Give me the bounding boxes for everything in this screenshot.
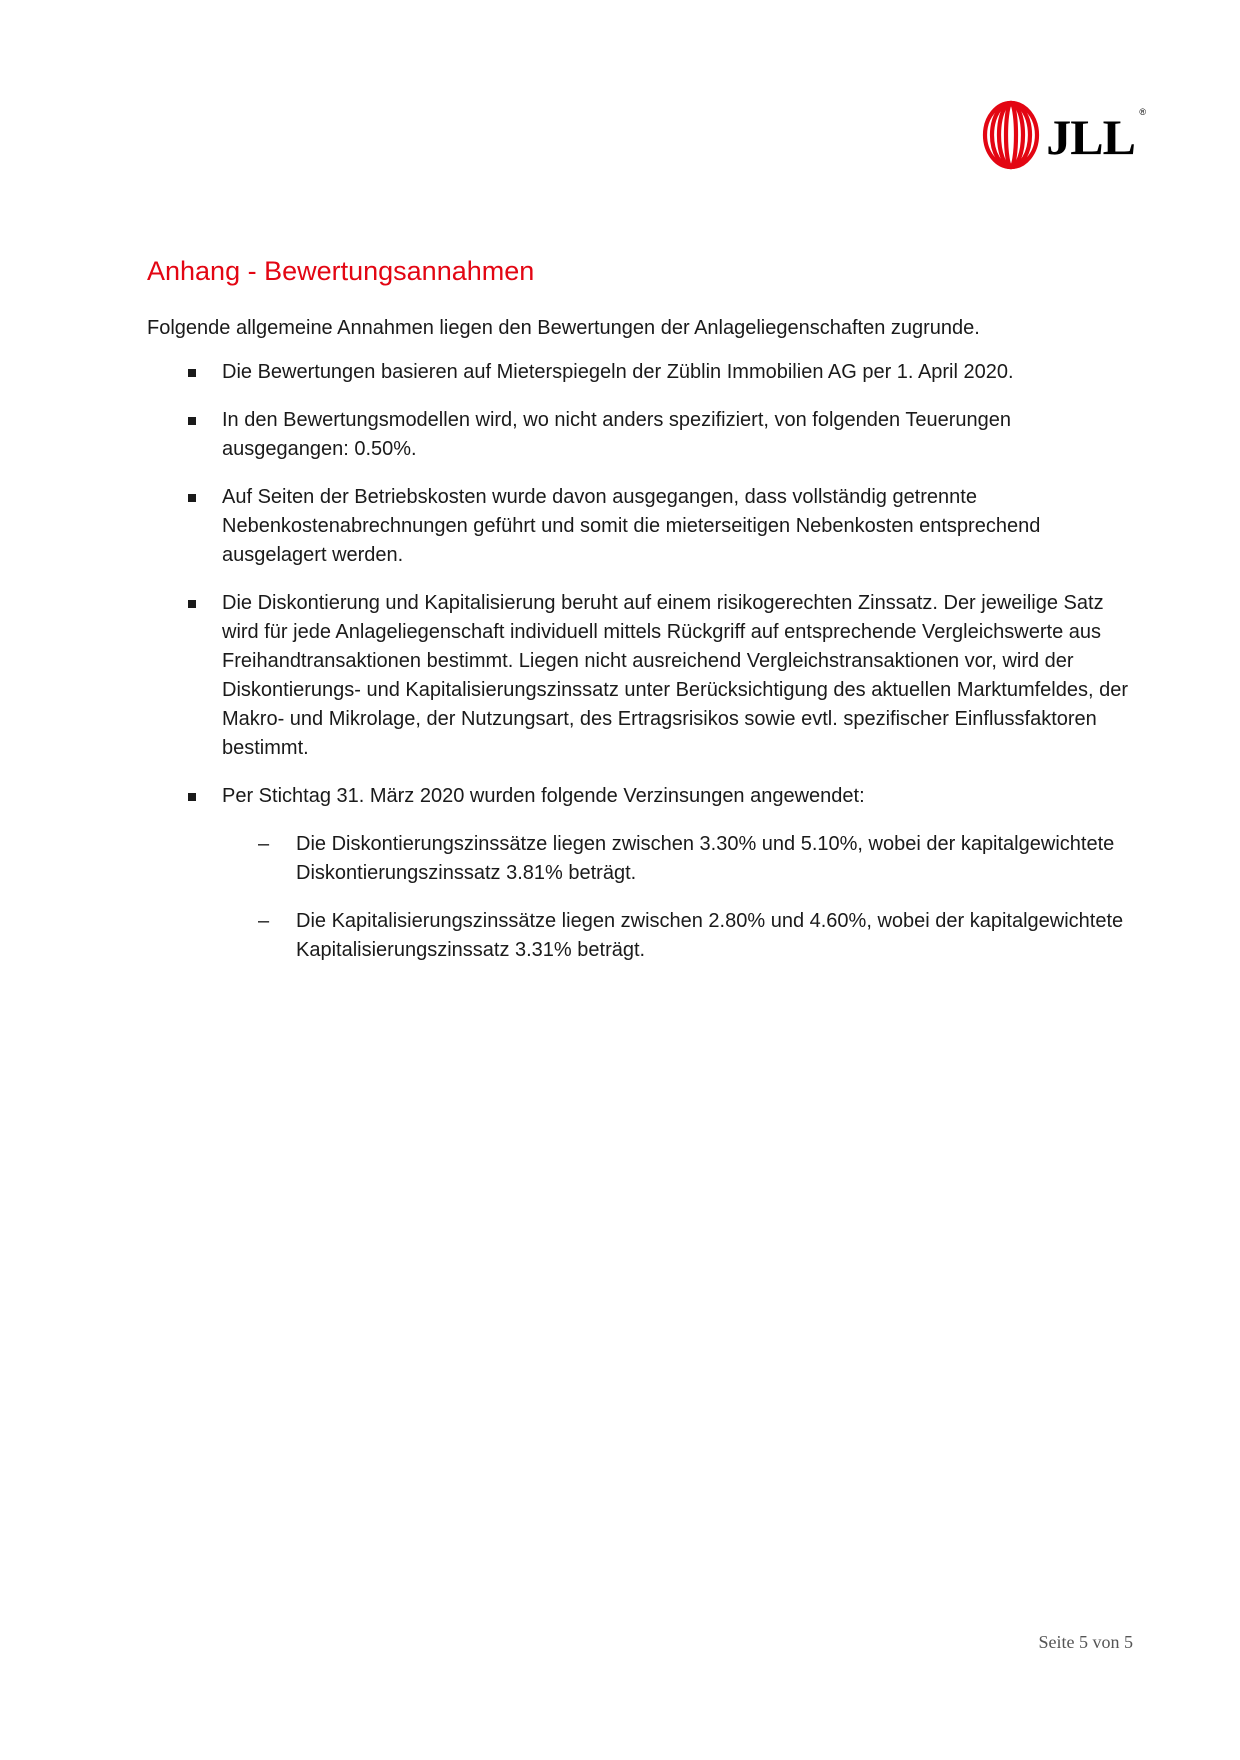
square-bullet-icon: [188, 600, 196, 608]
page-number: Seite 5 von 5: [1038, 1632, 1133, 1652]
assumptions-list: [147, 358, 1137, 965]
list-item: [147, 358, 1137, 387]
intro-paragraph: Folgende allgemeine Annahmen liegen den Bewertungen der Anlageliegenschaften zugrunde.: [147, 317, 980, 340]
square-bullet-icon: [188, 494, 196, 502]
sub-list-item-text: Die Diskontierungszinssätze liegen zwischen 3.30% und 5.10%, wobei der kapitalgewichtete Diskontierungszinssatz 3.81% beträgt.: [296, 833, 1115, 885]
sub-list-item-text: Die Kapitalisierungszinssätze liegen zwischen 2.80% und 4.60%, wobei der kapitalgewichtete Kapitalisierungszinssatz 3.31% beträgt.: [296, 910, 1124, 962]
list-item-text: Die Diskontierung und Kapitalisierung beruht auf einem risikogerechten Zinssatz. Der jeweilige Satz wird für jede Anlageliegenschaft individuell mittels Rückgriff auf entsprechende Vergleichswerte aus Freihandtransaktionen bestimmt. Liegen nicht ausreichend Vergleichstransaktionen vor, wird der Diskontierungs- und Kapitalisierungszinssatz unter Berücksichtigung des aktuellen Marktumfeldes, der Makro- und Mikrolage, der Nutzungsart, des Ertragsrisikos sowie evtl. spezifischer Einflussfaktoren bestimmt.: [222, 592, 1129, 760]
jll-logo-text: JLL ®: [1046, 107, 1145, 165]
list-item: [147, 589, 1137, 763]
registered-mark: ®: [1139, 107, 1145, 117]
dash-bullet: –: [258, 833, 270, 856]
interest-rates-sublist: [222, 830, 1137, 965]
jll-helix-icon: [982, 100, 1040, 170]
list-item: [147, 406, 1137, 464]
sub-list-item: [222, 830, 1137, 888]
main-content: [147, 255, 1137, 984]
list-item-text: Auf Seiten der Betriebskosten wurde davon ausgegangen, dass vollständig getrennte Nebenkostenabrechnungen geführt und somit die mieterseitigen Nebenkosten entsprechend ausgelagert werden.: [222, 486, 1041, 567]
dash-bullet: –: [258, 910, 270, 933]
list-item: [147, 483, 1137, 570]
jll-logo: [982, 100, 1145, 170]
list-item: [147, 782, 1137, 965]
page-title: Anhang - Bewertungsannahmen: [147, 256, 535, 286]
square-bullet-icon: [188, 793, 196, 801]
square-bullet-icon: [188, 369, 196, 377]
sub-list-item: [222, 907, 1137, 965]
square-bullet-icon: [188, 417, 196, 425]
list-item-text: Per Stichtag 31. März 2020 wurden folgende Verzinsungen angewendet:: [222, 785, 865, 808]
list-item-text: In den Bewertungsmodellen wird, wo nicht anders spezifiziert, von folgenden Teuerungen ausgegangen: 0.50%.: [222, 409, 1012, 461]
list-item-text: Die Bewertungen basieren auf Mieterspiegeln der Züblin Immobilien AG per 1. April 2020.: [222, 361, 1014, 384]
